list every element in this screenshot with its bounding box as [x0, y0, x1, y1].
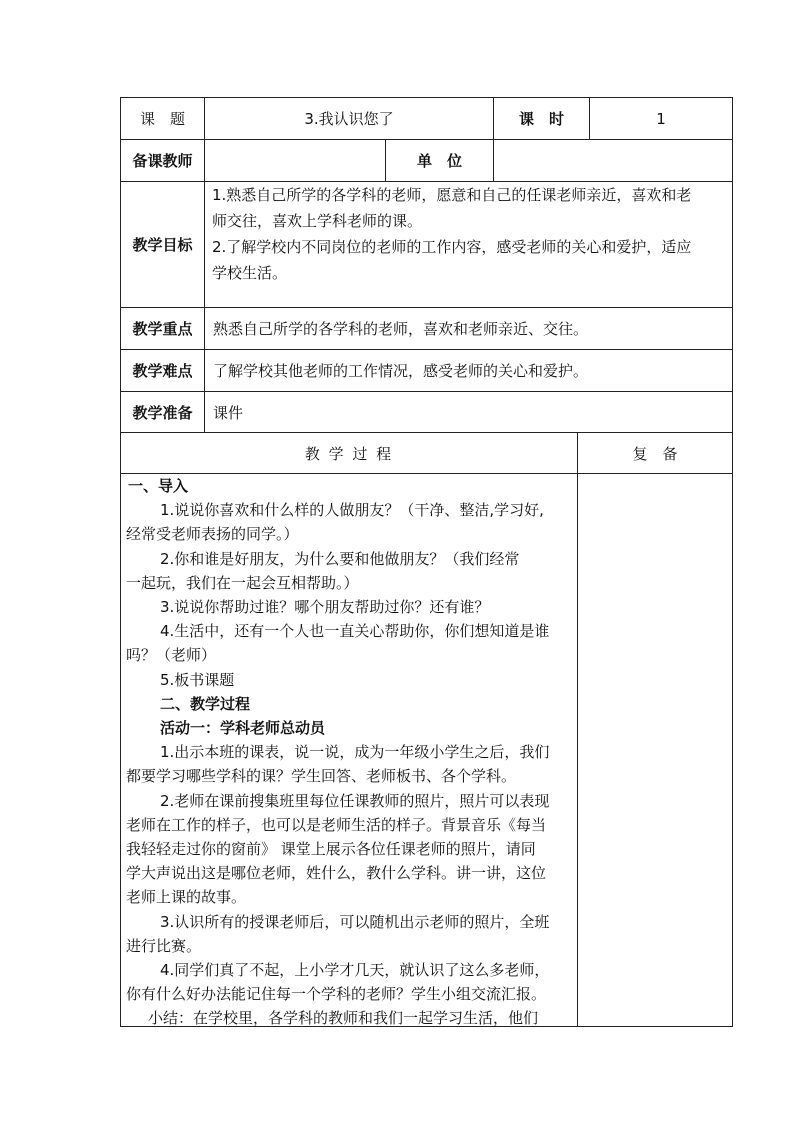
goals-line: 师交往，喜欢上学科老师的课。 [212, 212, 423, 230]
process-line: 吗？（老师） [126, 646, 217, 665]
process-line: 5.板书课题 [160, 670, 235, 689]
section-heading: 一、导入 [128, 477, 189, 495]
goals-line: 学校生活。 [212, 264, 288, 282]
goals-line: 1.熟悉自己所学的各学科的老师，愿意和自己的任课老师亲近，喜欢和老 [212, 186, 692, 204]
process-line: 学大声说出这是哪位老师，姓什么，教什么学科。讲一讲，这位 [126, 864, 547, 883]
process-line: 1.说说你喜欢和什么样的人做朋友？（干净、整洁,学习好, [160, 501, 544, 520]
difficulties-label: 教学难点 [132, 362, 193, 380]
goals-label: 教学目标 [132, 236, 193, 254]
process-body [122, 474, 574, 1031]
process-line: 4.同学们真了不起，上小学才几天，就认识了这么多老师， [160, 961, 550, 980]
process-line: 都要学习哪些学科的课？学生回答、老师板书、各个学科。 [126, 767, 517, 786]
table-border [732, 97, 733, 1027]
preparation-label: 教学准备 [132, 403, 193, 422]
key-points-label: 教学重点 [132, 320, 193, 338]
process-line: 老师上课的故事。 [126, 888, 247, 907]
process-line: 进行比赛。 [126, 936, 202, 955]
process-header: 教 学 过 程 [304, 444, 394, 463]
process-line: 一起玩，我们在一起会互相帮助。） [126, 573, 359, 592]
period-value: 1 [656, 109, 666, 128]
review-header: 复 备 [632, 444, 678, 463]
difficulties-value: 了解学校其他老师的工作情况，感受老师的关心和爱护。 [213, 362, 589, 380]
process-line: 你有什么好办法能记住每一个学科的老师？学生小组交流汇报。 [126, 985, 547, 1004]
process-line: 小结：在学校里，各学科的教师和我们一起学习生活，他们 [148, 1009, 539, 1028]
goals-line: 2.了解学校内不同岗位的老师的工作内容，感受老师的关心和爱护，适应 [212, 238, 692, 256]
process-line: 4.生活中，还有一个人也一直关心帮助你，你们想知道是谁 [160, 622, 550, 641]
preparation-value: 课件 [213, 403, 244, 422]
teacher-label: 备课教师 [132, 152, 193, 170]
process-line: 2.你和谁是好朋友，为什么要和他做朋友？（我们经常 [160, 549, 520, 568]
table-rule [577, 432, 578, 1027]
activity-heading: 活动一：学科老师总动员 [160, 719, 326, 738]
process-line: 1.出示本班的课表，说一说，成为一年级小学生之后，我们 [160, 743, 550, 762]
process-line: 2.老师在课前搜集班里每位任课教师的照片，照片可以表现 [160, 791, 550, 810]
topic-label: 课 题 [139, 110, 185, 128]
unit-value [494, 140, 732, 181]
topic-value: 3.我认识您了 [304, 110, 394, 128]
teacher-value [205, 140, 385, 181]
process-line: 老师在工作的样子，也可以是老师生活的样子。背景音乐《每当 [126, 815, 547, 834]
process-line: 3.说说你帮助过谁？哪个朋友帮助过你？还有谁？ [160, 598, 490, 617]
process-line: 我轻轻走过你的窗前》 课堂上展示各位任课老师的照片，请同 [126, 840, 536, 859]
goals-text [212, 182, 730, 286]
process-line: 经常受老师表扬的同学。） [126, 525, 299, 544]
unit-label: 单 位 [416, 152, 462, 170]
process-line: 3.认识所有的授课老师后，可以随机出示老师的照片，全班 [160, 912, 550, 931]
period-label: 课 时 [518, 110, 564, 128]
key-points-value: 熟悉自己所学的各学科的老师，喜欢和老师亲近、交往。 [213, 320, 589, 338]
section-heading: 二、教学过程 [160, 694, 251, 713]
